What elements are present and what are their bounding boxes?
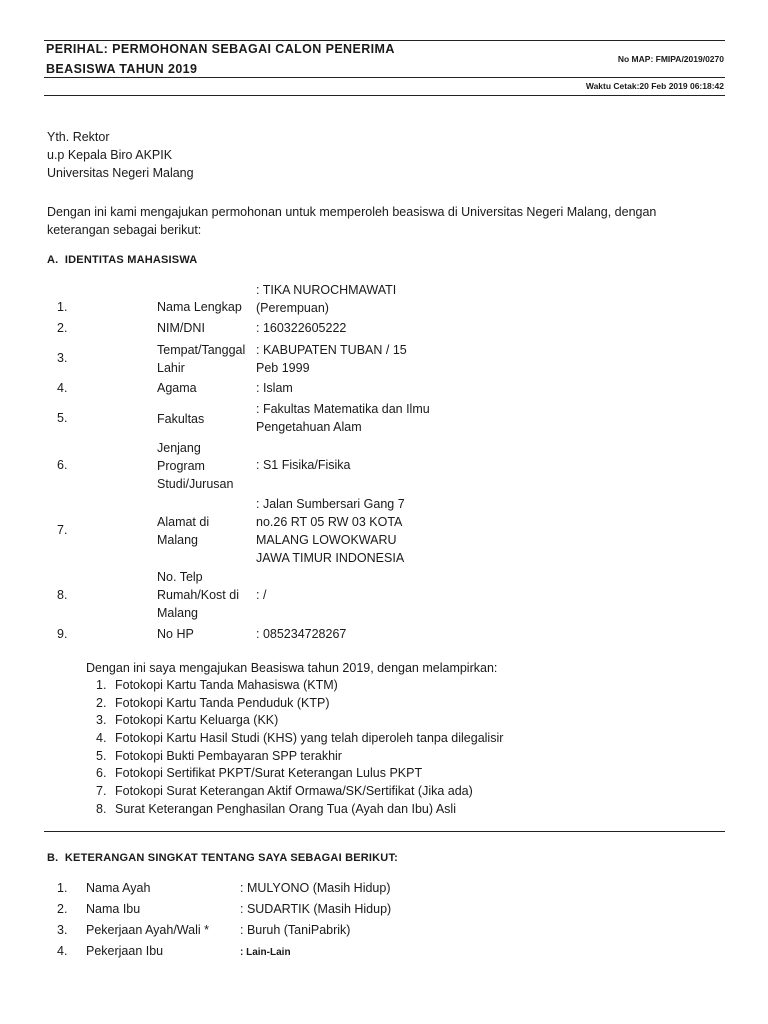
row-label: No HP	[157, 627, 194, 641]
row-label: Alamat di Malang	[157, 515, 210, 547]
row-value: : SUDARTIK (Masih Hidup)	[240, 902, 392, 916]
row-label: No. Telp Rumah/Kost di Malang	[157, 570, 239, 620]
row-number: 5.	[57, 411, 68, 425]
row-number: 1.	[57, 881, 68, 895]
letter-title-line2: BEASISWA TAHUN 2019	[46, 62, 198, 76]
row-label: Nama Ayah	[86, 881, 151, 895]
intro-line: keterangan sebagai berikut:	[47, 223, 202, 237]
list-item: 8. Surat Keterangan Penghasilan Orang Tua (Ayah dan Ibu) Asli	[96, 801, 456, 816]
list-item: 5. Fotokopi Bukti Pembayaran SPP terakhir	[96, 748, 342, 763]
list-item: 7. Fotokopi Surat Keterangan Aktif Ormawa/SK/Sertifikat (Jika ada)	[96, 784, 473, 799]
row-number: 4.	[57, 381, 68, 395]
attachments-list	[96, 677, 503, 819]
row-value: : MULYONO (Masih Hidup)	[240, 881, 391, 895]
intro-paragraph	[47, 203, 656, 239]
row-label: Tempat/Tanggal Lahir	[157, 343, 246, 375]
row-label: Jenjang Program Studi/Jurusan	[157, 441, 234, 491]
attachments-intro: Dengan ini saya mengajukan Beasiswa tahun 2019, dengan melampirkan:	[86, 661, 498, 675]
row-number: 6.	[57, 458, 68, 472]
row-value: : Lain-Lain	[240, 947, 291, 958]
row-value: : S1 Fisika/Fisika	[256, 458, 351, 472]
row-number: 8.	[57, 588, 68, 602]
row-value: : Fakultas Matematika dan Ilmu Pengetahuan Alam	[256, 402, 430, 434]
row-number: 1.	[57, 300, 68, 314]
section-a-heading: A. IDENTITAS MAHASISWA	[47, 254, 198, 266]
header-bottom-rule	[44, 95, 725, 96]
row-value: : Jalan Sumbersari Gang 7 no.26 RT 05 RW 03 KOTA MALANG LOWOKWARU JAWA TIMUR INDONESIA	[256, 497, 405, 565]
row-number: 2.	[57, 902, 68, 916]
row-number: 2.	[57, 321, 68, 335]
row-label: Nama Ibu	[86, 902, 141, 916]
row-number: 3.	[57, 923, 68, 937]
row-value: : TIKA NUROCHMAWATI (Perempuan)	[256, 283, 397, 315]
recipient-line: u.p Kepala Biro AKPIK	[47, 148, 173, 162]
row-value: : Islam	[256, 381, 293, 395]
row-number: 9.	[57, 627, 68, 641]
recipient-line: Universitas Negeri Malang	[47, 166, 194, 180]
intro-line: Dengan ini kami mengajukan permohonan untuk memperoleh beasiswa di Universitas Negeri Malang, dengan	[47, 205, 657, 219]
section-b-heading: B. KETERANGAN SINGKAT TENTANG SAYA SEBAGAI BERIKUT:	[47, 852, 399, 864]
recipient-line: Yth. Rektor	[47, 130, 110, 144]
list-item: 2. Fotokopi Kartu Tanda Penduduk (KTP)	[96, 695, 330, 710]
row-label: NIM/DNI	[157, 321, 205, 335]
list-item: 6. Fotokopi Sertifikat PKPT/Surat Keterangan Lulus PKPT	[96, 766, 423, 781]
row-label: Nama Lengkap	[157, 300, 242, 314]
map-number: No MAP: FMIPA/2019/0270	[617, 54, 724, 64]
row-label: Pekerjaan Ibu	[86, 944, 164, 958]
row-label: Agama	[157, 381, 197, 395]
row-value: : KABUPATEN TUBAN / 15 Peb 1999	[256, 343, 407, 375]
section-divider	[44, 831, 725, 832]
row-number: 3.	[57, 351, 68, 365]
row-label: Fakultas	[157, 412, 205, 426]
header-mid-rule	[44, 77, 725, 78]
recipient-block	[47, 128, 194, 182]
list-item: 3. Fotokopi Kartu Keluarga (KK)	[96, 713, 279, 728]
header-top-rule	[44, 40, 725, 41]
row-number: 4.	[57, 944, 68, 958]
list-item: 4. Fotokopi Kartu Hasil Studi (KHS) yang telah diperoleh tanpa dilegalisir	[96, 731, 504, 746]
row-number: 7.	[57, 523, 68, 537]
row-label: Pekerjaan Ayah/Wali *	[86, 923, 209, 937]
row-value: : Buruh (TaniPabrik)	[240, 923, 351, 937]
list-item: 1. Fotokopi Kartu Tanda Mahasiswa (KTM)	[96, 678, 338, 692]
row-value: : 085234728267	[256, 627, 347, 641]
letter-title-line1: PERIHAL: PERMOHONAN SEBAGAI CALON PENERIMA	[46, 42, 395, 56]
row-value: : 160322605222	[256, 321, 347, 335]
print-timestamp: Waktu Cetak:20 Feb 2019 06:18:42	[585, 81, 724, 91]
row-value: : /	[256, 588, 267, 602]
